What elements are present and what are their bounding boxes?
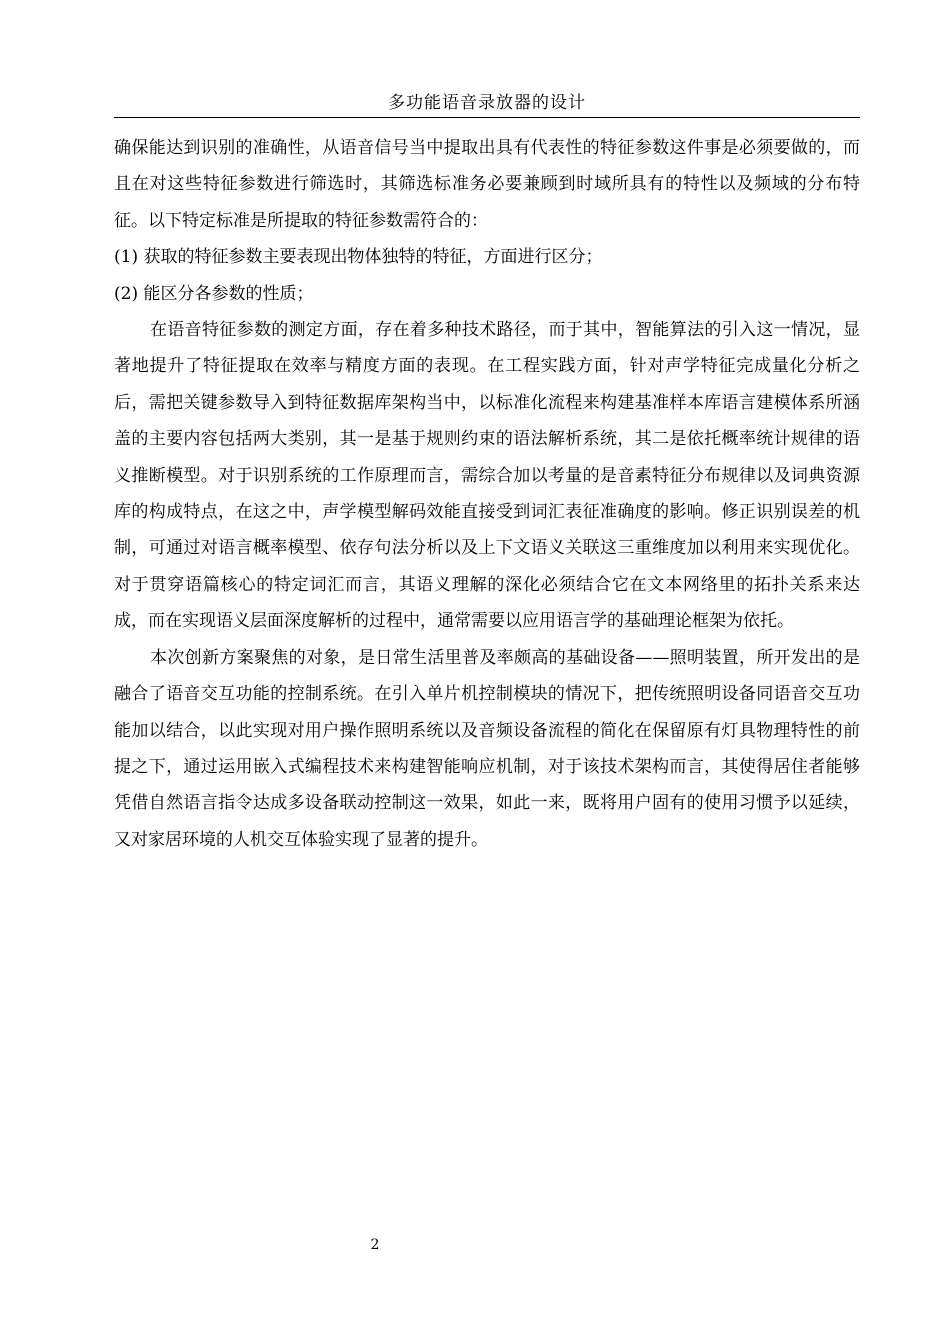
body-text bbox=[114, 130, 860, 858]
header-divider bbox=[114, 117, 860, 118]
list-item-2: (2) 能区分各参数的性质； bbox=[114, 283, 314, 304]
page-number: 2 bbox=[370, 1237, 380, 1253]
page-header-title: 多功能语音录放器的设计 bbox=[388, 93, 586, 113]
paragraph-1: 确保能达到识别的准确性，从语音信号当中提取出具有代表性的特征参数这件事是必须要做的，而且在对这些特征参数进行筛选时，其筛选标准务必要兼顾到时域所具有的特性以及频域的分布特征。以下特定标准是所提取的特征参数需符合的： bbox=[114, 138, 860, 231]
list-item-1: (1) 获取的特征参数主要表现出物体独特的特征，方面进行区分； bbox=[114, 247, 603, 268]
paragraph-3: 本次创新方案聚焦的对象，是日常生活里普及率颇高的基础设备——照明装置，所开发出的是融合了语音交互功能的控制系统。在引入单片机控制模块的情况下，把传统照明设备同语音交互功能加以结合，以此实现对用户操作照明系统以及音频设备流程的简化在保留原有灯具物理特性的前提之下，通过运用嵌入式编程技术来构建智能响应机制，对于该技术架构而言，其使得居住者能够凭借自然语言指令达成多设备联动控制这一效果，如此一来，既将用户固有的使用习惯予以延续，又对家居环境的人机交互体验实现了显著的提升。 bbox=[114, 647, 860, 850]
paragraph-2: 在语音特征参数的测定方面，存在着多种技术路径，而于其中，智能算法的引入这一情况，显著地提升了特征提取在效率与精度方面的表现。在工程实践方面，针对声学特征完成量化分析之后，需把关键参数导入到特征数据库架构当中，以标准化流程来构建基准样本库语言建模体系所涵盖的主要内容包括两大类别，其一是基于规则约束的语法解析系统，其二是依托概率统计规律的语义推断模型。对于识别系统的工作原理而言，需综合加以考量的是音素特征分布规律以及词典资源库的构成特点，在这之中，声学模型解码效能直接受到词汇表征准确度的影响。修正识别误差的机制，可通过对语言概率模型、依存句法分析以及上下文语义关联这三重维度加以利用来实现优化。对于贯穿语篇核心的特定词汇而言，其语义理解的深化必须结合它在文本网络里的拓扑关系来达成，而在实现语义层面深度解析的过程中，通常需要以应用语言学的基础理论框架为依托。 bbox=[114, 320, 860, 632]
